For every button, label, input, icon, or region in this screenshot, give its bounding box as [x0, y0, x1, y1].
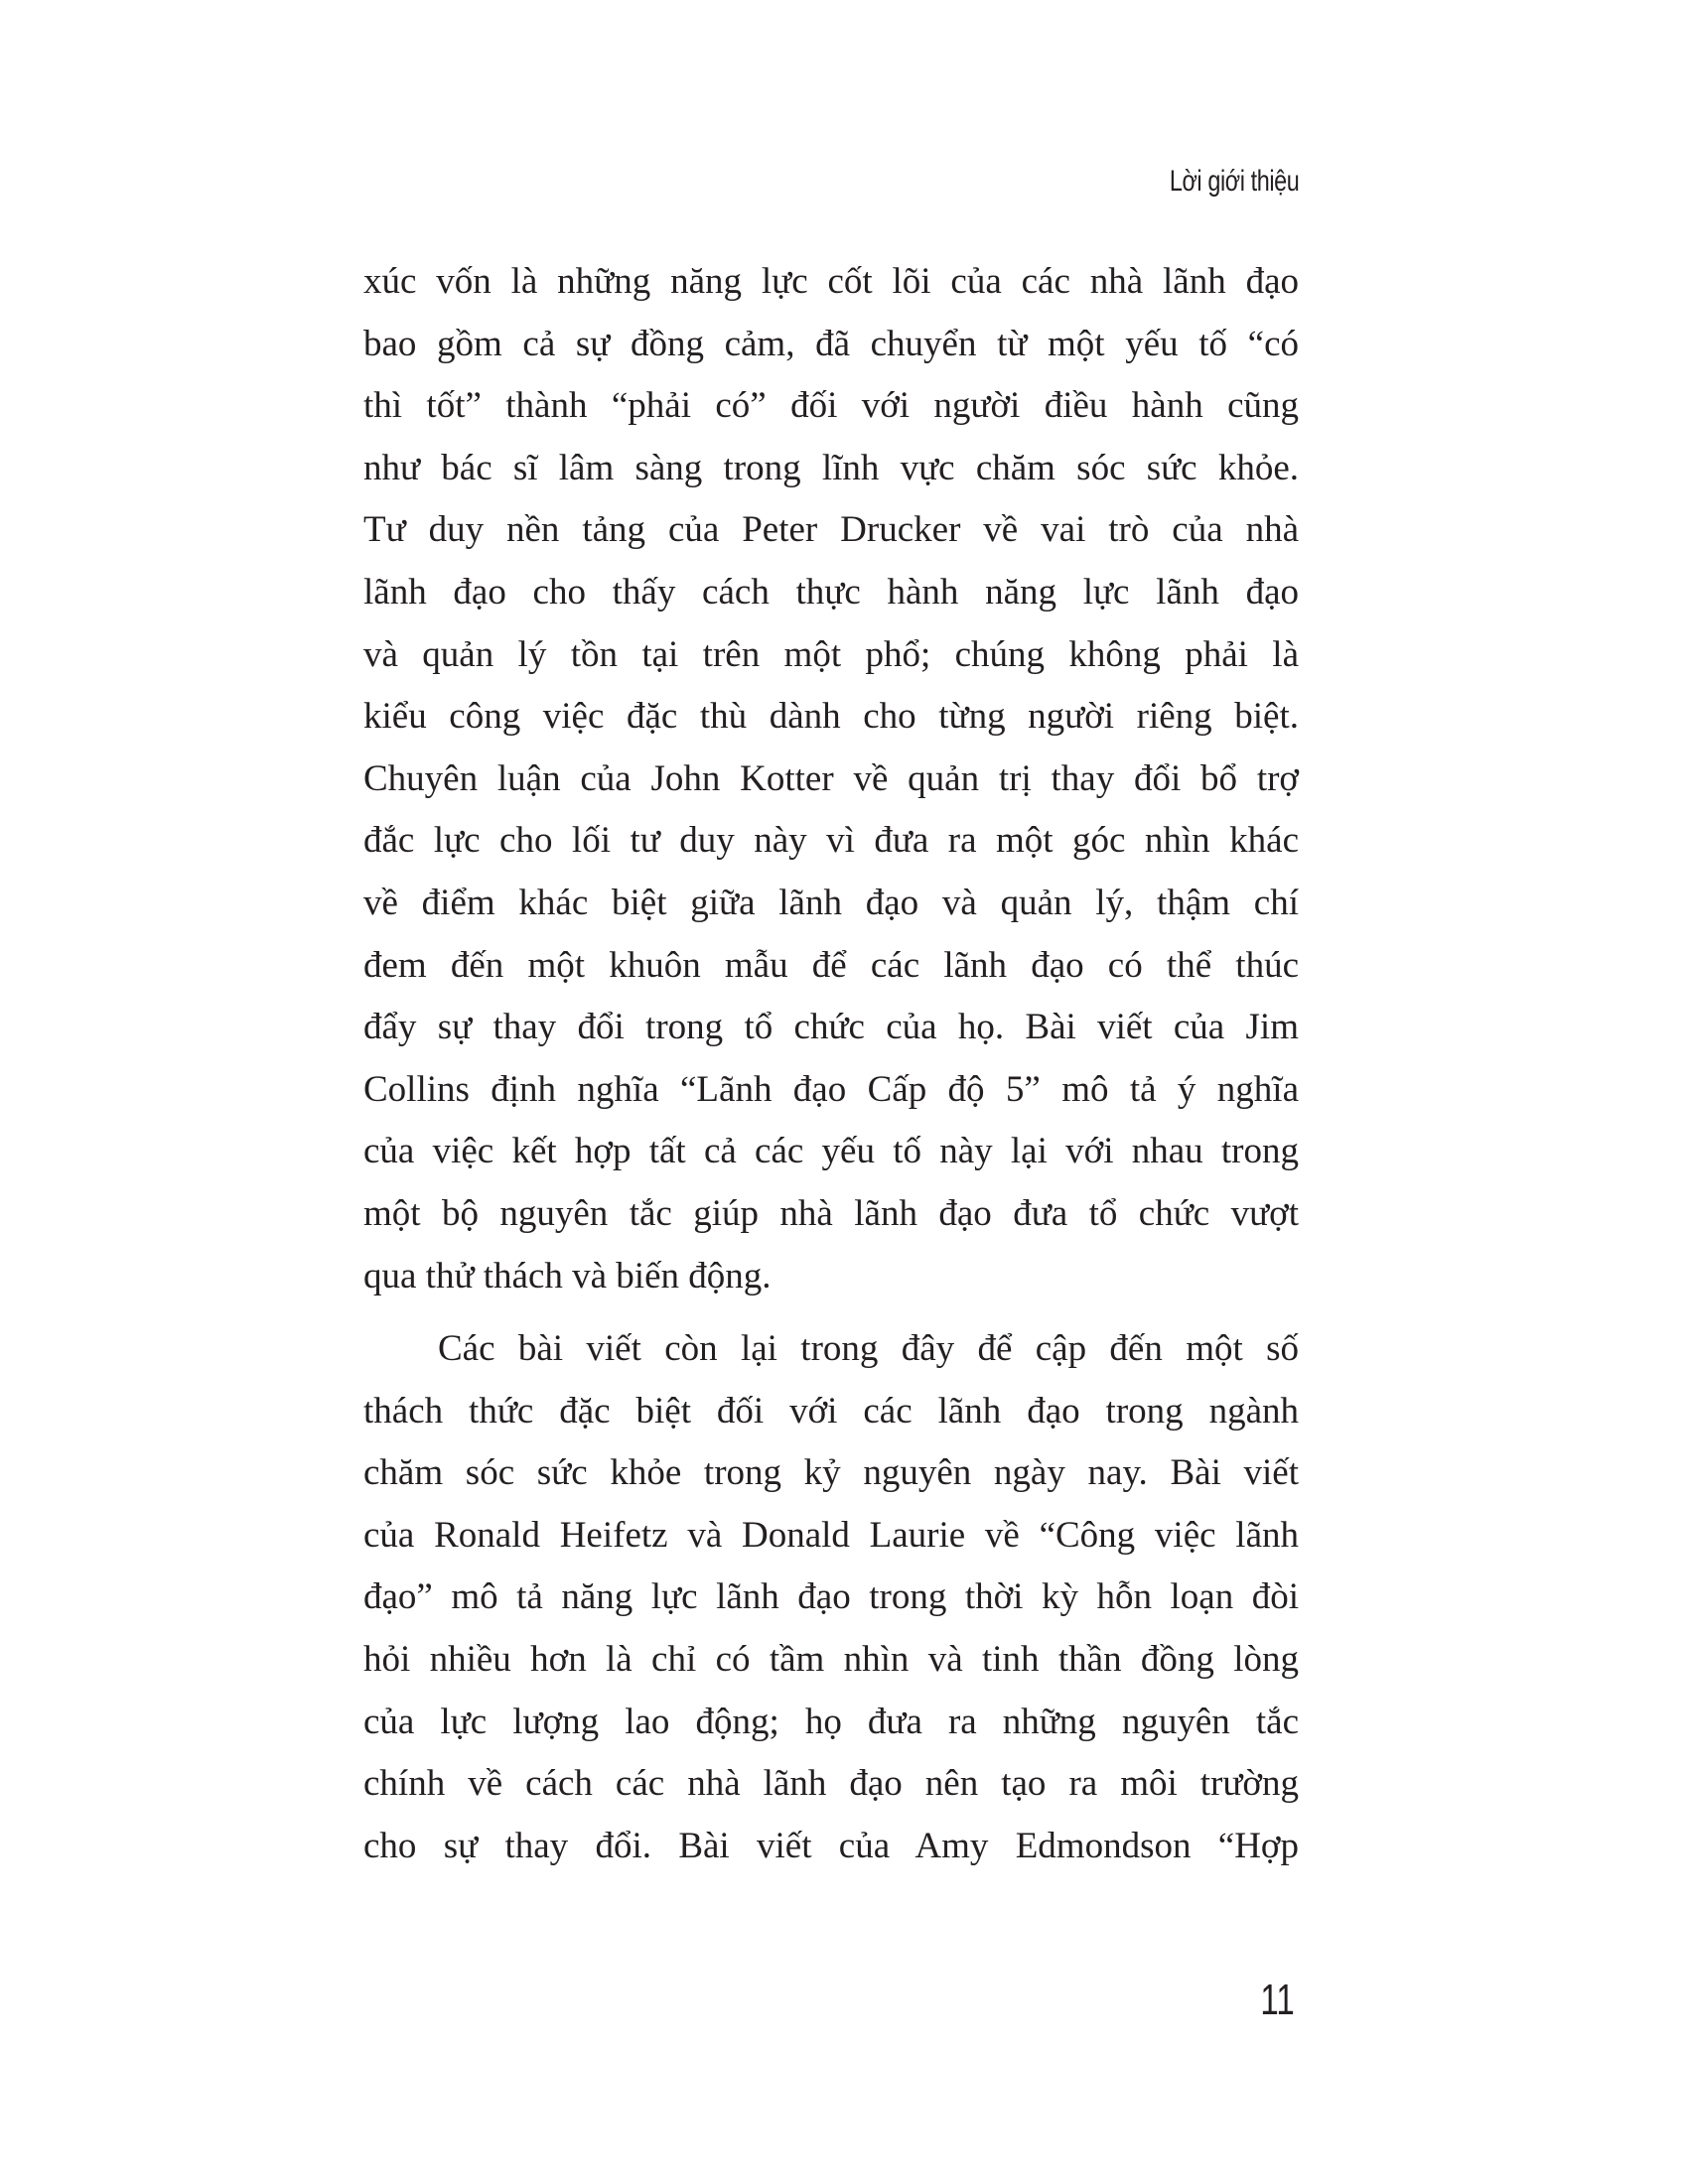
text-line: đạo” mô tả năng lực lãnh đạo trong thời kỳ hỗn loạn đòi [363, 1576, 1299, 1618]
text-line: xúc vốn là những năng lực cốt lõi của các nhà lãnh đạo [363, 261, 1299, 302]
text-line: cho sự thay đổi. Bài viết của Amy Edmondson “Hợp [363, 1825, 1299, 1866]
text-line: về điểm khác biệt giữa lãnh đạo và quản lý, thậm chí [363, 882, 1299, 923]
text-line: và quản lý tồn tại trên một phổ; chúng không phải là [363, 633, 1299, 675]
text-line: một bộ nguyên tắc giúp nhà lãnh đạo đưa tổ chức vượt [363, 1192, 1299, 1234]
text-line: chăm sóc sức khỏe trong kỷ nguyên ngày nay. Bài viết [363, 1452, 1299, 1494]
text-line: đẩy sự thay đổi trong tổ chức của họ. Bài viết của Jim [363, 1007, 1299, 1048]
text-line: lãnh đạo cho thấy cách thực hành năng lực lãnh đạo [363, 571, 1299, 613]
text-line: Tư duy nền tảng của Peter Drucker về vai trò của nhà [363, 509, 1299, 551]
text-line: đem đến một khuôn mẫu để các lãnh đạo có thể thúc [363, 944, 1299, 986]
text-line: như bác sĩ lâm sàng trong lĩnh vực chăm sóc sức khỏe. [363, 447, 1299, 488]
text-line: thì tốt” thành “phải có” đối với người điều hành cũng [363, 385, 1299, 427]
text-line: thách thức đặc biệt đối với các lãnh đạo trong ngành [363, 1390, 1299, 1432]
body-text [363, 251, 1299, 1877]
text-line: chính về cách các nhà lãnh đạo nên tạo ra môi trường [363, 1763, 1299, 1805]
running-header: Lời giới thiệu [1169, 165, 1299, 198]
text-line: của Ronald Heifetz và Donald Laurie về “Công việc lãnh [363, 1514, 1299, 1556]
text-line: kiểu công việc đặc thù dành cho từng người riêng biệt. [363, 696, 1299, 738]
page-number: 11 [1260, 1976, 1295, 2024]
paragraph-1 [363, 251, 1299, 1307]
text-line: bao gồm cả sự đồng cảm, đã chuyển từ một yếu tố “có [363, 323, 1299, 364]
text-line: qua thử thách và biến động. [363, 1255, 772, 1297]
text-line: của việc kết hợp tất cả các yếu tố này lại với nhau trong [363, 1131, 1299, 1172]
text-line: Collins định nghĩa “Lãnh đạo Cấp độ 5” mô tả ý nghĩa [363, 1068, 1299, 1110]
text-line: của lực lượng lao động; họ đưa ra những nguyên tắc [363, 1701, 1299, 1742]
text-line: đắc lực cho lối tư duy này vì đưa ra một góc nhìn khác [363, 820, 1299, 862]
text-line: hỏi nhiều hơn là chỉ có tầm nhìn và tinh thần đồng lòng [363, 1639, 1299, 1681]
text-line: Các bài viết còn lại trong đây để cập đến một số [438, 1328, 1299, 1370]
text-line: Chuyên luận của John Kotter về quản trị thay đổi bổ trợ [363, 757, 1299, 799]
paragraph-2 [363, 1318, 1299, 1877]
